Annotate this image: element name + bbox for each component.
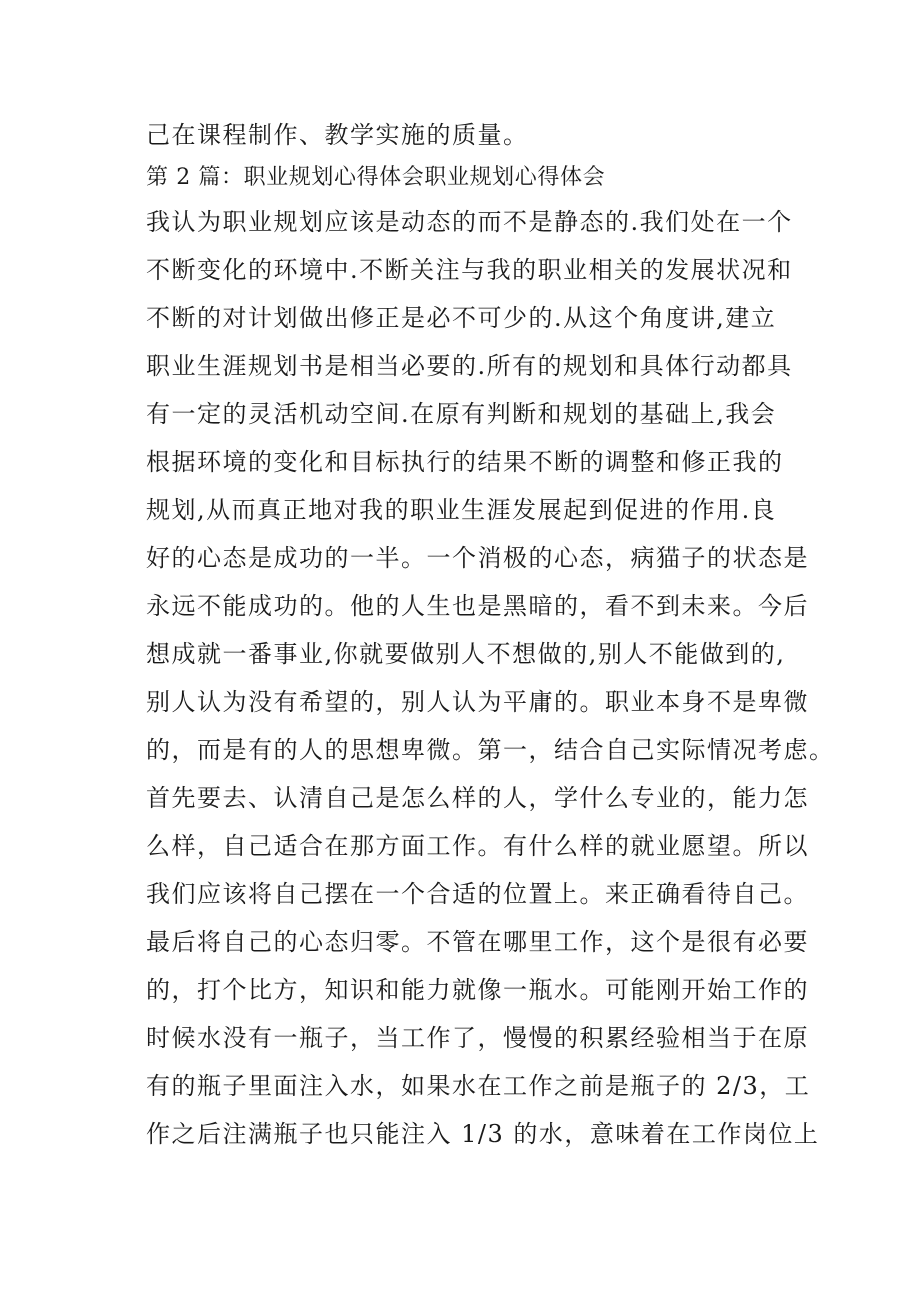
body-line: 不断的对计划做出修正是必不可少的.从这个角度讲,建立 bbox=[146, 304, 777, 332]
body-line: 我们应该将自己摆在一个合适的位置上。来正确看待自己。 bbox=[146, 880, 809, 908]
body-line: 职业生涯规划书是相当必要的.所有的规划和具体行动都具 bbox=[146, 352, 793, 380]
body-line: 规划,从而真正地对我的职业生涯发展起到促进的作用.良 bbox=[146, 496, 777, 524]
body-line: 永远不能成功的。他的人生也是黑暗的，看不到未来。今后 bbox=[146, 592, 809, 620]
body-line: 最后将自己的心态归零。不管在哪里工作，这个是很有必要 bbox=[146, 928, 809, 956]
body-line: 的，而是有的人的思想卑微。第一，结合自己实际情况考虑。 bbox=[146, 736, 835, 764]
intro-line: 己在课程制作、教学实施的质量。 bbox=[146, 121, 529, 149]
body-line: 不断变化的环境中.不断关注与我的职业相关的发展状况和 bbox=[146, 256, 793, 284]
body-line: 有的瓶子里面注入水，如果水在工作之前是瓶子的 2/3，工 bbox=[146, 1072, 811, 1100]
body-line: 想成就一番事业,你就要做别人不想做的,别人不能做到的, bbox=[146, 640, 786, 668]
body-line: 根据环境的变化和目标执行的结果不断的调整和修正我的 bbox=[146, 448, 784, 476]
body-line: 时候水没有一瓶子，当工作了，慢慢的积累经验相当于在原 bbox=[146, 1024, 809, 1052]
body-line: 首先要去、认清自己是怎么样的人，学什么专业的，能力怎 bbox=[146, 784, 809, 812]
body-line: 作之后注满瓶子也只能注入 1/3 的水，意味着在工作岗位上 bbox=[146, 1120, 820, 1148]
body-line: 别人认为没有希望的，别人认为平庸的。职业本身不是卑微 bbox=[146, 688, 809, 716]
document-text bbox=[146, 112, 835, 1158]
section-heading: 第 2 篇：职业规划心得体会职业规划心得体会 bbox=[146, 165, 606, 190]
body-line: 我认为职业规划应该是动态的而不是静态的.我们处在一个 bbox=[146, 208, 793, 236]
body-line: 么样，自己适合在那方面工作。有什么样的就业愿望。所以 bbox=[146, 832, 809, 860]
body-line: 的，打个比方，知识和能力就像一瓶水。可能刚开始工作的 bbox=[146, 976, 809, 1004]
body-line: 有一定的灵活机动空间.在原有判断和规划的基础上,我会 bbox=[146, 400, 777, 428]
body-line: 好的心态是成功的一半。一个消极的心态，病猫子的状态是 bbox=[146, 544, 809, 572]
